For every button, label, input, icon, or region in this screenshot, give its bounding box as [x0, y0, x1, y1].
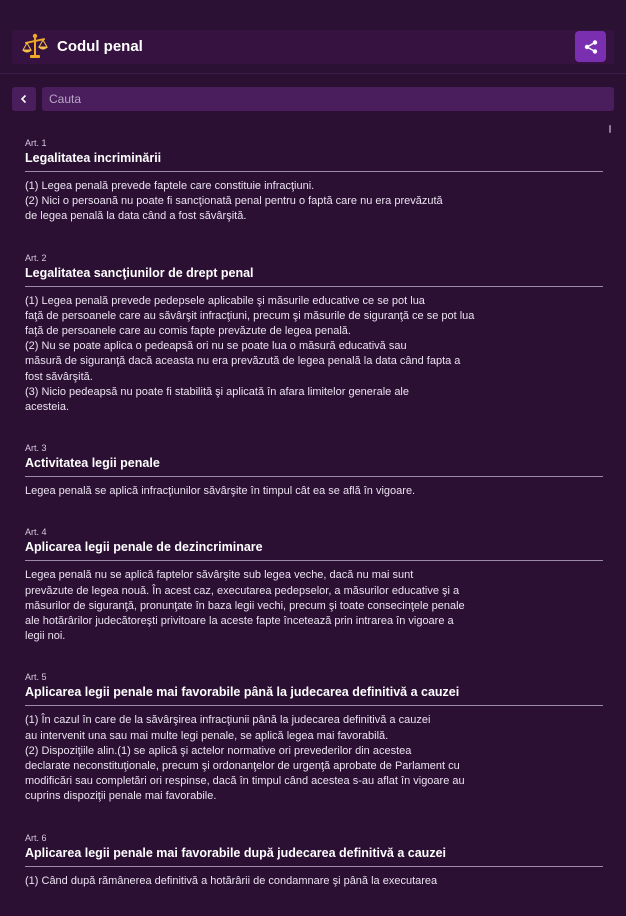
toolbar [12, 30, 614, 64]
article-title: Activitatea legii penale [25, 456, 160, 471]
app-bar [0, 0, 626, 74]
share-icon [583, 39, 599, 55]
article-divider [25, 560, 603, 561]
article-title: Legalitatea sancţiunilor de drept penal [25, 265, 254, 280]
article-item[interactable] [25, 252, 603, 416]
article-number: Art. 2 [25, 252, 47, 263]
article-number: Art. 1 [25, 138, 47, 148]
article-item[interactable] [25, 526, 603, 644]
article-divider [25, 286, 603, 287]
article-number: Art. 3 [25, 443, 47, 454]
article-text: Legea penală nu se aplică faptelor săvârşite sub legea veche, dacă nu mai sunt prevăzute de legea nouă. În acest caz, executarea pedepselor, a măsurilor educative şi a măsurilor de siguranţă, pronunţate în baza legii vechi, precum şi toate consecinţele penale ale hotărârilor judecătoreşti privitoare la aceste fapte încetează prin intrarea în vigoare a legii noi. [25, 569, 465, 643]
article-number: Art. 4 [25, 527, 47, 538]
search-input[interactable] [42, 87, 614, 111]
search-bar [12, 87, 614, 111]
article-text: (1) În cazul în care de la săvârşirea infracţiunii până la judecarea definitivă a cauzei au intervenit una sau mai multe legi penale, se aplică legea mai favorabilă. (2) Dispoziţiile alin.(1) se aplică şi actelor normative ori prevederilor din acestea declarate neconstituţionale, precum şi ordonanţelor de urgenţă aprobate de Parlament cu modificări sau completări ori respinse, dacă în timpul când acestea s-au aflat în vigoare au cuprins dispoziţii penale mai favorabile. [25, 714, 465, 803]
article-text: (1) Când după rămânerea definitivă a hotărârii de condamnare şi până la executarea [25, 874, 438, 887]
back-button[interactable] [12, 87, 36, 111]
article-text: (1) Legea penală prevede pedepsele aplicabile şi măsurile educative ce se pot lua faţă de persoanele care au săvârşit infracţiuni, precum şi măsurile de siguranţă ce se pot lua faţă de persoanele care au comis fapte prevăzute de legea penală. (2) Nu se poate aplica o pedeapsă ori nu se poate lua o măsură educativă sau măsură de siguranţă dacă aceasta nu era prevăzută de legea penală la data când fapta a fost săvârşită. (3) Nicio pedeapsă nu poate fi stabilită şi aplicată în afara limitelor generale ale acesteia. [25, 294, 475, 414]
article-item[interactable] [25, 137, 603, 225]
app-title: Codul penal [57, 38, 143, 55]
article-item[interactable] [25, 671, 603, 804]
article-text: Legea penală se aplică infracţiunilor săvârşite în timpul cât ea se află în vigoare. [25, 485, 416, 498]
article-item[interactable] [25, 832, 603, 889]
header-divider [0, 73, 626, 74]
article-number: Art. 6 [25, 832, 47, 843]
article-list [25, 137, 603, 916]
share-button[interactable] [575, 31, 606, 62]
scales-of-justice-icon [20, 32, 50, 62]
article-item[interactable] [25, 442, 603, 499]
article-title: Aplicarea legii penale de dezincriminare [25, 540, 263, 555]
article-divider [25, 866, 603, 867]
article-title: Aplicarea legii penale mai favorabile după judecarea definitivă a cauzei [25, 845, 446, 860]
scrollbar-thumb[interactable] [609, 125, 611, 133]
article-number: Art. 5 [25, 672, 47, 683]
article-title: Legalitatea incriminării [25, 151, 162, 165]
chevron-left-icon [19, 94, 29, 104]
article-text: (1) Legea penală prevede faptele care constituie infracţiuni. (2) Nici o persoană nu poate fi sancţionată penal pentru o faptă care nu era prevăzută de legea penală la data când a fost săvârşită. [25, 180, 443, 223]
article-title: Aplicarea legii penale mai favorabile până la judecarea definitivă a cauzei [25, 685, 460, 700]
article-divider [25, 171, 603, 172]
article-divider [25, 476, 603, 477]
article-divider [25, 705, 603, 706]
